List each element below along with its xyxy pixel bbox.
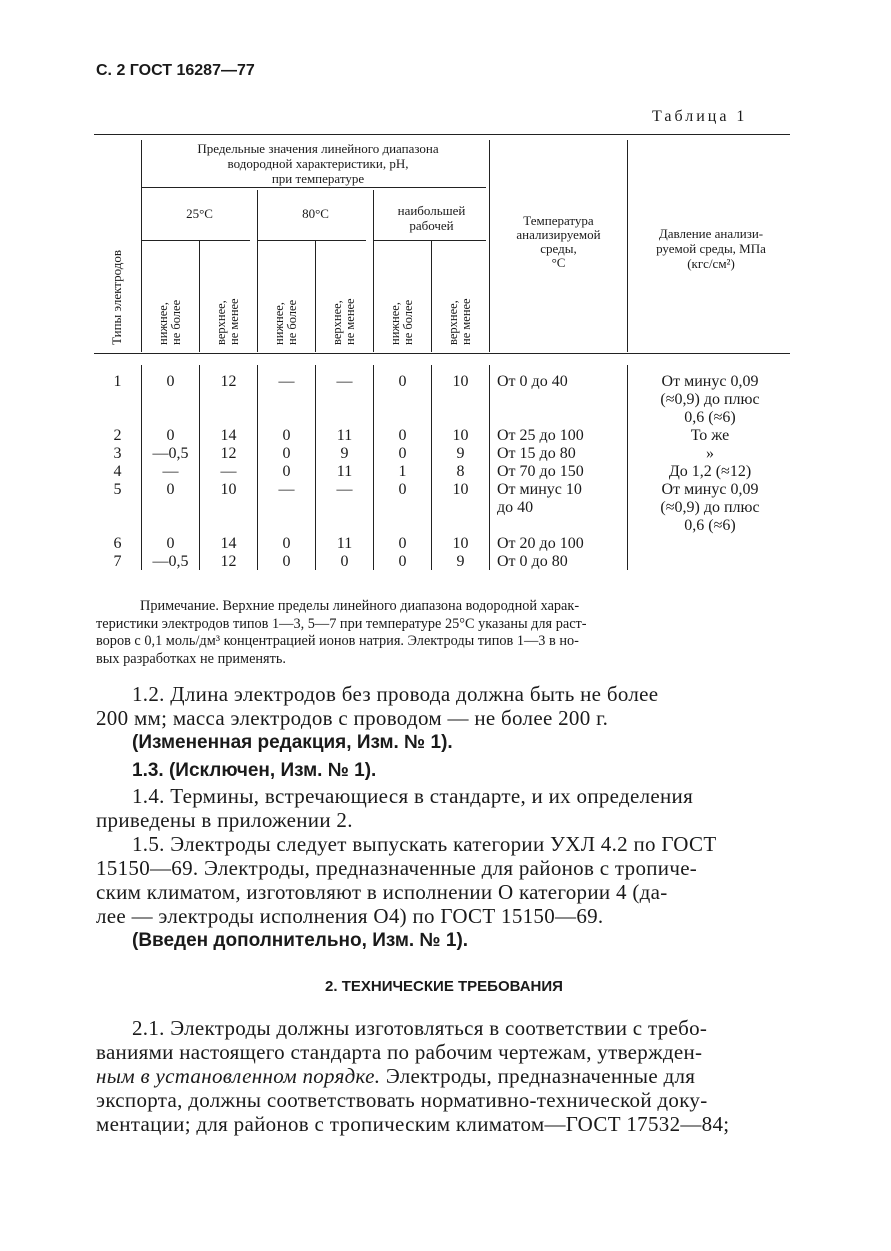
header-pressure: Давление анализи- руемой среды, МПа (кгс/см²) — [656, 226, 766, 271]
paragraph-2-1-italic: ным в установленном порядке. — [96, 1064, 381, 1088]
header-max-line-1: наибольшей — [397, 203, 466, 218]
note-line-4: вых разработках не применять. — [96, 650, 286, 667]
paragraph-2-1-line-1: 2.1. Электроды должны изготовляться в соответствии с требо- — [132, 1016, 708, 1040]
cell-row4-u80: 11 — [336, 463, 353, 480]
cell-row5-umax: 10 — [452, 481, 469, 498]
cell-row6-l80: 0 — [282, 535, 291, 552]
header-rule-25 — [142, 240, 250, 241]
pressure-row-3: » — [706, 445, 714, 462]
cell-row2-u25: 14 — [220, 427, 237, 444]
cell-row4-type: 4 — [113, 463, 122, 480]
section-title: 2. ТЕХНИЧЕСКИЕ ТРЕБОВАНИЯ — [325, 978, 563, 995]
cell-row7-lmax: 0 — [398, 553, 407, 570]
cell-row4-l80: 0 — [282, 463, 291, 480]
cell-row2-umax: 10 — [452, 427, 469, 444]
paragraph-2-1-line-3 — [96, 1064, 695, 1089]
cell-row5-temperature-cont: до 40 — [497, 499, 534, 516]
vline-2 — [199, 240, 200, 352]
cell-row6-lmax: 0 — [398, 535, 407, 552]
cell-row5-l80: — — [278, 481, 295, 498]
table-header-bottom-rule — [94, 353, 790, 354]
header-25-upper: верхнее, не менее — [214, 298, 241, 345]
cell-row2-temperature: От 25 до 100 — [497, 427, 584, 444]
header-25-lower: нижнее, не более — [156, 299, 183, 345]
paragraph-1-5-line-2: 15150—69. Электроды, предназначенные для районов с тропиче- — [96, 856, 698, 880]
vline-8 — [627, 140, 628, 352]
cell-row3-lmax: 0 — [398, 445, 407, 462]
paragraph-2-1-line-3-rest: Электроды, предназначенные для — [380, 1064, 696, 1088]
paragraph-2-1-line-4: экспорта, должны соответствовать нормативно-технической доку- — [96, 1088, 708, 1112]
paragraph-1-5-added: (Введен дополнительно, Изм. № 1). — [132, 930, 469, 951]
note-line-1: Примечание. Верхние пределы линейного диапазона водородной харак- — [140, 598, 580, 614]
header-max-upper: верхнее, не менее — [446, 298, 473, 345]
cell-row6-l25: 0 — [166, 535, 175, 552]
cell-row4-lmax: 1 — [398, 463, 407, 480]
cell-row1-l80: — — [278, 373, 295, 390]
paragraph-1-2-change: (Измененная редакция, Изм. № 1). — [132, 732, 453, 753]
header-rule-1 — [142, 187, 486, 188]
paragraph-1-2-line-2: 200 мм; масса электродов с проводом — не более 200 г. — [96, 706, 609, 730]
header-group-line-2: водородной характеристики, pH, — [227, 156, 409, 171]
cell-row4-umax: 8 — [456, 463, 465, 480]
pressure-row-2: То же — [690, 427, 730, 444]
header-temperature: Температура анализируемой среды, °С — [516, 213, 601, 270]
header-25c: 25°С — [186, 206, 213, 221]
cell-row1-l25: 0 — [166, 373, 175, 390]
cell-row1-u80: — — [336, 373, 353, 390]
cell-row6-temperature: От 20 до 100 — [497, 535, 584, 552]
cell-row2-type: 2 — [113, 427, 122, 444]
cell-row6-umax: 10 — [452, 535, 469, 552]
cell-row6-u25: 14 — [220, 535, 237, 552]
header-rule-max — [374, 240, 486, 241]
page-header: С. 2 ГОСТ 16287—77 — [96, 62, 255, 79]
cell-row2-u80: 11 — [336, 427, 353, 444]
cell-row5-temperature: От минус 10 — [497, 481, 582, 498]
cell-row2-lmax: 0 — [398, 427, 407, 444]
cell-row5-l25: 0 — [166, 481, 175, 498]
cell-row2-l80: 0 — [282, 427, 291, 444]
header-80c: 80°С — [302, 206, 329, 221]
header-max-lower: нижнее, не более — [388, 299, 415, 345]
pressure-row-5: От минус 0,09 (≈0,9) до плюс 0,6 (≈6) — [660, 481, 760, 534]
header-max-working — [374, 203, 489, 233]
cell-row1-umax: 10 — [452, 373, 469, 390]
vline-6 — [431, 240, 432, 352]
cell-row3-u25: 12 — [220, 445, 237, 462]
vline-4 — [315, 240, 316, 352]
paragraph-1-4-line-1: 1.4. Термины, встречающиеся в стандарте, и их определения — [132, 784, 694, 808]
cell-row7-umax: 9 — [456, 553, 465, 570]
paragraph-1-2-line-1: 1.2. Длина электродов без провода должна быть не более — [132, 682, 659, 706]
cell-row7-l80: 0 — [282, 553, 291, 570]
cell-row2-l25: 0 — [166, 427, 175, 444]
cell-row3-u80: 9 — [340, 445, 349, 462]
cell-row5-type: 5 — [113, 481, 122, 498]
header-electrode-types: Типы электродов — [109, 250, 124, 345]
note-line-2: теристики электродов типов 1—3, 5—7 при температуре 25°С указаны для раст- — [96, 615, 587, 632]
cell-row7-temperature: От 0 до 80 — [497, 553, 568, 570]
table-caption: Таблица 1 — [652, 108, 748, 125]
header-group — [150, 141, 486, 186]
cell-row7-u25: 12 — [220, 553, 237, 570]
cell-row5-u80: — — [336, 481, 353, 498]
cell-row5-u25: 10 — [220, 481, 237, 498]
cell-row3-umax: 9 — [456, 445, 465, 462]
cell-row4-l25: — — [162, 463, 179, 480]
header-rule-80 — [258, 240, 366, 241]
note-line-3: воров с 0,1 моль/дм³ концентрацией ионов натрия. Электроды типов 1—3 в но- — [96, 633, 579, 649]
paragraph-2-1-line-5: ментации; для районов с тропическим климатом—ГОСТ 17532—84; — [96, 1112, 730, 1136]
header-max-line-2: рабочей — [409, 218, 454, 233]
paragraph-1-5-line-1: 1.5. Электроды следует выпускать категории УХЛ 4.2 по ГОСТ — [132, 832, 717, 856]
header-group-line-1: Предельные значения линейного диапазона — [197, 141, 439, 156]
paragraph-1-5-line-3: ским климатом, изготовляют в исполнении О категории 4 (да- — [96, 880, 668, 904]
vline-1 — [141, 140, 142, 352]
pressure-row-4: До 1,2 (≈12) — [668, 463, 752, 480]
cell-row6-u80: 11 — [336, 535, 353, 552]
header-group-line-3: при температуре — [271, 171, 365, 186]
table-note — [96, 598, 587, 668]
table-top-rule — [94, 134, 790, 135]
vline-body-7 — [489, 365, 490, 570]
cell-row7-type: 7 — [113, 553, 122, 570]
cell-row6-type: 6 — [113, 535, 122, 552]
paragraph-1-3: 1.3. (Исключен, Изм. № 1). — [132, 760, 377, 781]
header-80-upper: верхнее, не менее — [330, 298, 357, 345]
paragraph-1-5-line-4: лее — электроды исполнения О4) по ГОСТ 15150—69. — [96, 904, 604, 928]
header-80-lower: нижнее, не более — [272, 299, 299, 345]
paragraph-1-4-line-2: приведены в приложении 2. — [96, 808, 353, 832]
cell-row7-l25: —0,5 — [152, 553, 189, 570]
cell-row4-temperature: От 70 до 150 — [497, 463, 584, 480]
paragraph-2-1-line-2: ваниями настоящего стандарта по рабочим чертежам, утвержден- — [96, 1040, 703, 1064]
cell-row7-u80: 0 — [340, 553, 349, 570]
cell-row1-lmax: 0 — [398, 373, 407, 390]
cell-row3-l25: —0,5 — [152, 445, 189, 462]
cell-row3-l80: 0 — [282, 445, 291, 462]
cell-row5-lmax: 0 — [398, 481, 407, 498]
cell-row3-type: 3 — [113, 445, 122, 462]
cell-row4-u25: — — [220, 463, 237, 480]
cell-row1-type: 1 — [113, 373, 122, 390]
cell-row1-u25: 12 — [220, 373, 237, 390]
cell-row1-temperature: От 0 до 40 — [497, 373, 568, 390]
cell-row3-temperature: От 15 до 80 — [497, 445, 576, 462]
pressure-row-1: От минус 0,09 (≈0,9) до плюс 0,6 (≈6) — [660, 373, 760, 426]
